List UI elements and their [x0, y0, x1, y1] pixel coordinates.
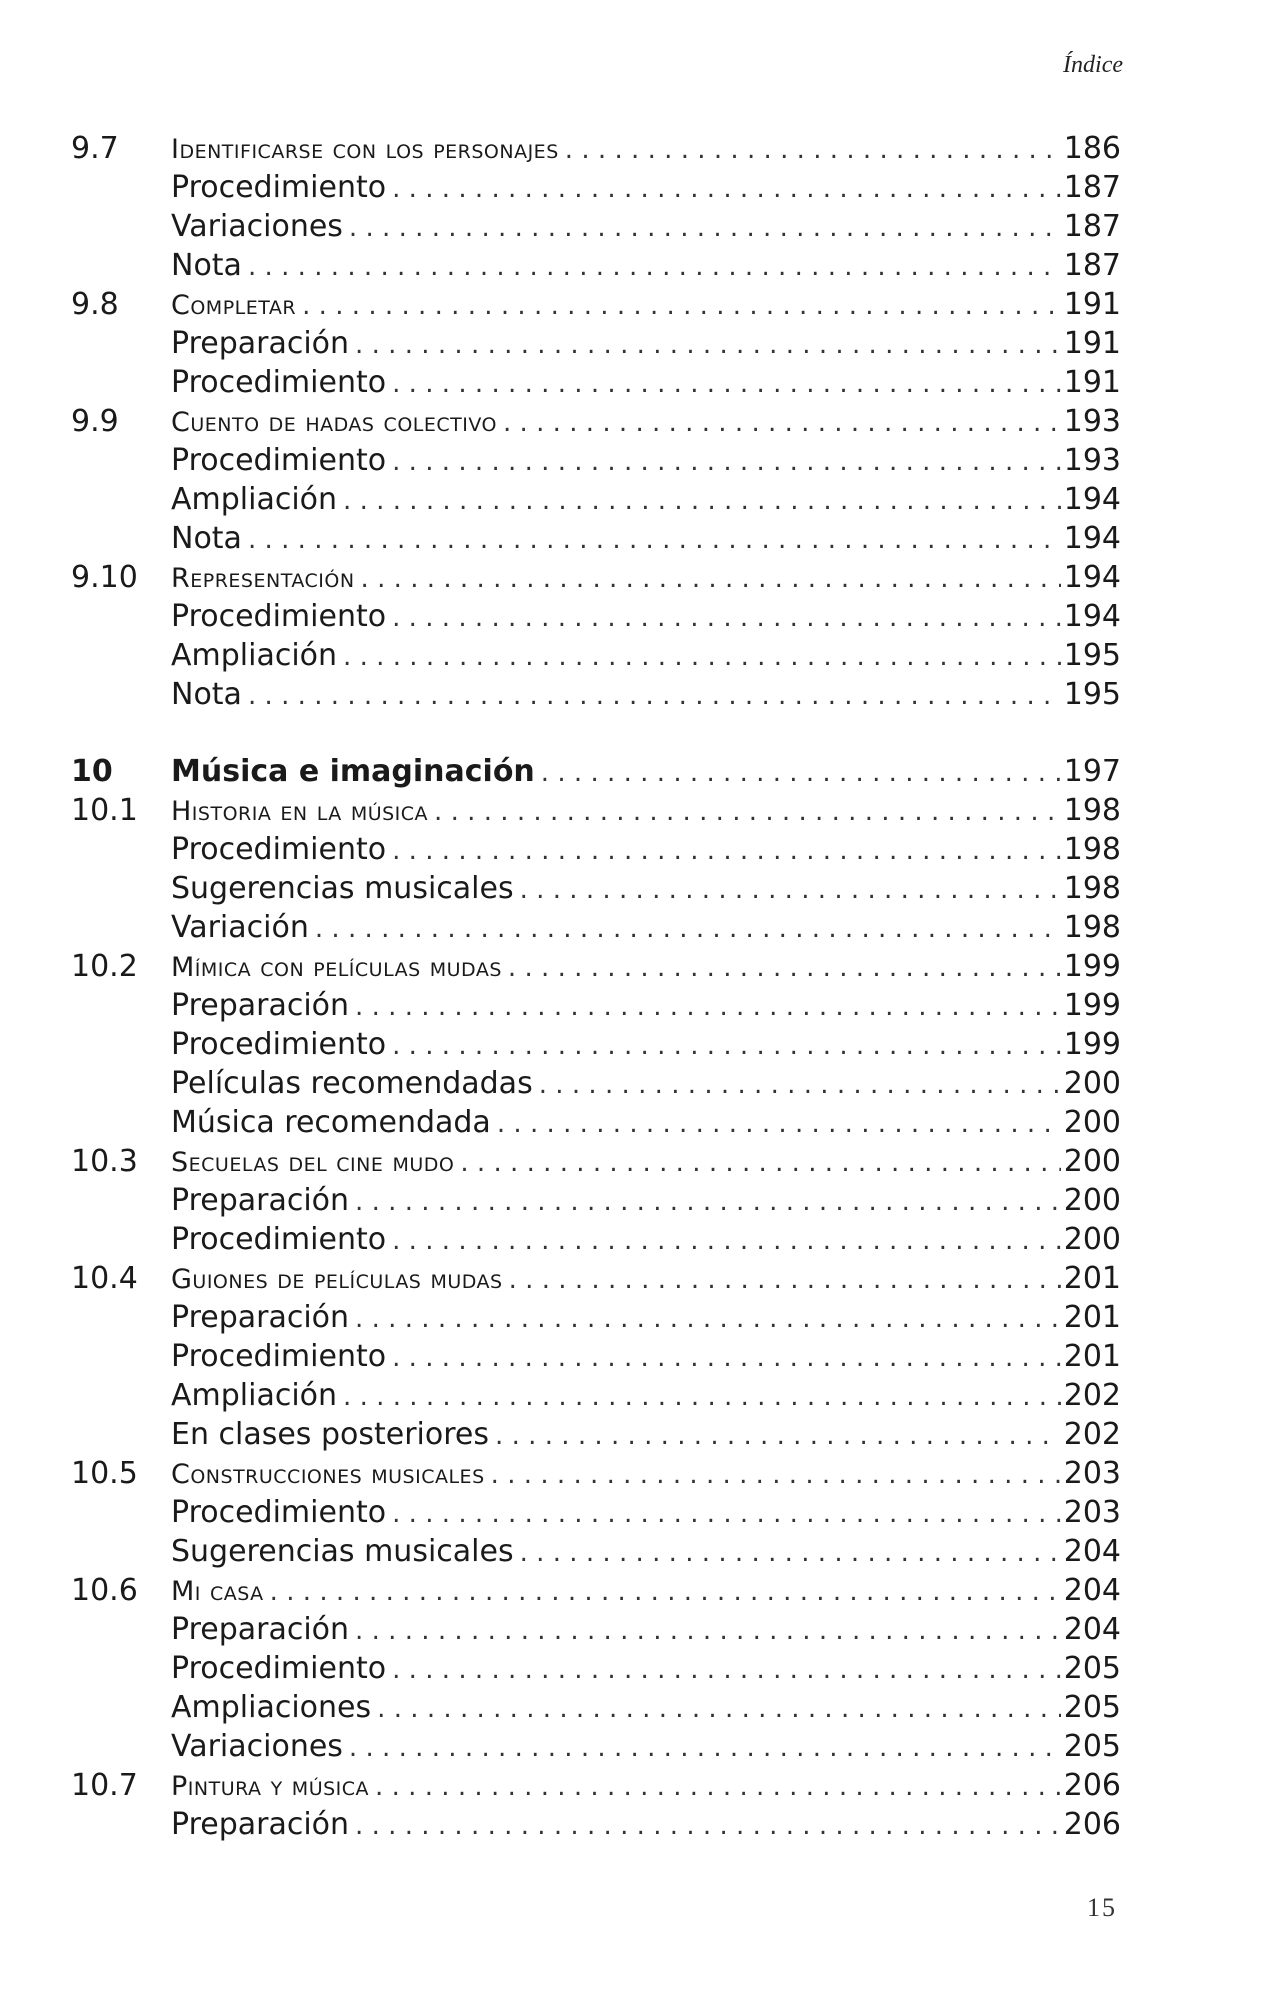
toc-subsection-entry	[71, 1298, 1121, 1337]
toc-subsection-entry	[71, 636, 1121, 675]
toc-subsection-entry	[71, 1415, 1121, 1454]
entry-number: 10.5	[71, 1456, 138, 1491]
entry-leader-line	[171, 402, 1121, 443]
entry-title: Procedimiento	[171, 1222, 387, 1257]
dot-leader	[248, 521, 1061, 560]
entry-number: 9.10	[71, 560, 138, 595]
entry-page-number: 201	[1063, 1261, 1121, 1296]
entry-page-number: 202	[1063, 1378, 1121, 1413]
dot-leader	[509, 1261, 1061, 1300]
entry-page-number: 187	[1063, 170, 1121, 205]
entry-page-number: 202	[1063, 1417, 1121, 1452]
entry-title: Nota	[171, 677, 242, 712]
dot-leader	[343, 1378, 1061, 1417]
entry-page-number: 200	[1063, 1144, 1121, 1179]
entry-leader-line	[171, 1181, 1121, 1222]
dot-leader	[503, 404, 1061, 443]
entry-number: 9.7	[71, 131, 119, 166]
toc-subsection-entry	[71, 597, 1121, 636]
dot-leader	[392, 1222, 1061, 1261]
entry-leader-line	[171, 246, 1121, 287]
entry-page-number: 194	[1063, 560, 1121, 595]
entry-title: Ampliación	[171, 1378, 338, 1413]
toc-subsection-entry	[71, 324, 1121, 363]
entry-leader-line	[171, 1376, 1121, 1417]
dot-leader	[343, 482, 1061, 521]
dot-leader	[392, 1339, 1061, 1378]
entry-leader-line	[171, 597, 1121, 638]
entry-number: 9.9	[71, 404, 119, 439]
dot-leader	[392, 365, 1061, 404]
entry-title: Preparación	[171, 1300, 350, 1335]
entry-title: Preparación	[171, 326, 350, 361]
entry-leader-line	[171, 324, 1121, 365]
toc-subsection-entry	[71, 1688, 1121, 1727]
toc-section-entry	[71, 1454, 1121, 1493]
entry-title: Historia en la música	[171, 796, 429, 827]
dot-leader	[343, 638, 1061, 677]
dot-leader	[392, 1027, 1061, 1066]
entry-title: Sugerencias musicales	[171, 1534, 514, 1569]
dot-leader	[565, 131, 1061, 170]
dot-leader	[349, 1729, 1061, 1768]
entry-title: Procedimiento	[171, 1495, 387, 1530]
entry-leader-line	[171, 947, 1121, 988]
entry-title: Procedimiento	[171, 832, 387, 867]
entry-title: Representación	[171, 563, 355, 594]
entry-page-number: 198	[1063, 793, 1121, 828]
entry-leader-line	[171, 1415, 1121, 1456]
entry-page-number: 204	[1063, 1612, 1121, 1647]
toc-section-entry	[71, 402, 1121, 441]
dot-leader	[539, 1066, 1061, 1105]
entry-leader-line	[171, 285, 1121, 326]
dot-leader	[355, 1183, 1061, 1222]
toc-subsection-entry	[71, 207, 1121, 246]
dot-leader	[355, 326, 1061, 365]
entry-page-number: 200	[1063, 1066, 1121, 1101]
toc-subsection-entry	[71, 1727, 1121, 1766]
entry-leader-line	[171, 1571, 1121, 1612]
entry-page-number: 204	[1063, 1534, 1121, 1569]
entry-leader-line	[171, 1727, 1121, 1768]
dot-leader	[392, 832, 1061, 871]
entry-leader-line	[171, 480, 1121, 521]
page-number: 15	[1087, 1893, 1117, 1922]
dot-leader	[355, 1300, 1061, 1339]
entry-page-number: 198	[1063, 871, 1121, 906]
dot-leader	[392, 170, 1061, 209]
entry-leader-line	[171, 168, 1121, 209]
entry-number: 10.6	[71, 1573, 138, 1608]
entry-page-number: 187	[1063, 209, 1121, 244]
toc-section-entry	[71, 129, 1121, 168]
toc-section-entry	[71, 947, 1121, 986]
dot-leader	[302, 287, 1061, 326]
dot-leader	[491, 1456, 1061, 1495]
entry-leader-line	[171, 1688, 1121, 1729]
toc-subsection-entry	[71, 1337, 1121, 1376]
entry-number: 10	[71, 754, 113, 789]
entry-title: Procedimiento	[171, 1651, 387, 1686]
entry-page-number: 206	[1063, 1807, 1121, 1842]
entry-leader-line	[171, 1025, 1121, 1066]
dot-leader	[392, 1651, 1061, 1690]
entry-leader-line	[171, 791, 1121, 832]
entry-page-number: 201	[1063, 1300, 1121, 1335]
entry-title: Identificarse con los personajes	[171, 134, 559, 165]
entry-page-number: 187	[1063, 248, 1121, 283]
entry-number: 10.3	[71, 1144, 138, 1179]
entry-page-number: 193	[1063, 404, 1121, 439]
toc-subsection-entry	[71, 1493, 1121, 1532]
entry-page-number: 191	[1063, 365, 1121, 400]
entry-leader-line	[171, 752, 1121, 793]
entry-number: 10.4	[71, 1261, 138, 1296]
entry-page-number: 199	[1063, 949, 1121, 984]
entry-title: Ampliación	[171, 482, 338, 517]
entry-title: Películas recomendadas	[171, 1066, 533, 1101]
entry-page-number: 194	[1063, 599, 1121, 634]
toc-subsection-entry	[71, 1103, 1121, 1142]
entry-leader-line	[171, 1064, 1121, 1105]
entry-leader-line	[171, 830, 1121, 871]
entry-page-number: 205	[1063, 1690, 1121, 1725]
toc-subsection-entry	[71, 1610, 1121, 1649]
entry-page-number: 198	[1063, 910, 1121, 945]
entry-leader-line	[171, 1259, 1121, 1300]
entry-page-number: 193	[1063, 443, 1121, 478]
entry-title: Sugerencias musicales	[171, 871, 514, 906]
toc-section-entry	[71, 1766, 1121, 1805]
entry-leader-line	[171, 441, 1121, 482]
dot-leader	[248, 248, 1061, 287]
toc-subsection-entry	[71, 519, 1121, 558]
entry-title: Procedimiento	[171, 1027, 387, 1062]
dot-leader	[541, 754, 1061, 793]
entry-title: Procedimiento	[171, 1339, 387, 1374]
entry-page-number: 194	[1063, 482, 1121, 517]
dot-leader	[355, 1807, 1061, 1846]
toc-subsection-entry	[71, 1376, 1121, 1415]
entry-title: Variaciones	[171, 209, 343, 244]
entry-page-number: 201	[1063, 1339, 1121, 1374]
dot-leader	[355, 1612, 1061, 1651]
dot-leader	[520, 871, 1061, 910]
dot-leader	[434, 793, 1061, 832]
entry-title: Procedimiento	[171, 365, 387, 400]
entry-title: Procedimiento	[171, 170, 387, 205]
toc-subsection-entry	[71, 363, 1121, 402]
entry-page-number: 204	[1063, 1573, 1121, 1608]
entry-page-number: 191	[1063, 326, 1121, 361]
entry-page-number: 203	[1063, 1495, 1121, 1530]
toc-subsection-entry	[71, 1064, 1121, 1103]
toc-subsection-entry	[71, 1649, 1121, 1688]
entry-title: Música recomendada	[171, 1105, 491, 1140]
dot-leader	[392, 1495, 1061, 1534]
entry-page-number: 191	[1063, 287, 1121, 322]
entry-title: Pintura y música	[171, 1771, 370, 1802]
entry-title: Mímica con películas mudas	[171, 952, 502, 983]
entry-page-number: 206	[1063, 1768, 1121, 1803]
entry-leader-line	[171, 519, 1121, 560]
entry-page-number: 198	[1063, 832, 1121, 867]
running-header: Índice	[1063, 52, 1123, 78]
entry-title: Mi casa	[171, 1576, 264, 1607]
entry-title: Cuento de hadas colectivo	[171, 407, 497, 438]
entry-title: Ampliación	[171, 638, 338, 673]
dot-leader	[349, 209, 1061, 248]
entry-number: 9.8	[71, 287, 119, 322]
entry-leader-line	[171, 636, 1121, 677]
entry-page-number: 200	[1063, 1105, 1121, 1140]
entry-title: Preparación	[171, 1807, 350, 1842]
entry-leader-line	[171, 363, 1121, 404]
toc-section-entry	[71, 1259, 1121, 1298]
entry-leader-line	[171, 1610, 1121, 1651]
toc-subsection-entry	[71, 830, 1121, 869]
dot-leader	[375, 1768, 1061, 1807]
entry-leader-line	[171, 1337, 1121, 1378]
toc-section-entry	[71, 1571, 1121, 1610]
entry-leader-line	[171, 129, 1121, 170]
dot-leader	[460, 1144, 1061, 1183]
entry-leader-line	[171, 207, 1121, 248]
entry-page-number: 199	[1063, 1027, 1121, 1062]
entry-leader-line	[171, 675, 1121, 716]
entry-title: Nota	[171, 248, 242, 283]
toc-subsection-entry	[71, 168, 1121, 207]
dot-leader	[315, 910, 1061, 949]
entry-page-number: 205	[1063, 1729, 1121, 1764]
entry-leader-line	[171, 869, 1121, 910]
toc-subsection-entry	[71, 441, 1121, 480]
entry-title: Preparación	[171, 988, 350, 1023]
entry-page-number: 200	[1063, 1222, 1121, 1257]
dot-leader	[355, 988, 1061, 1027]
toc-subsection-entry	[71, 1181, 1121, 1220]
entry-leader-line	[171, 1103, 1121, 1144]
entry-page-number: 194	[1063, 521, 1121, 556]
entry-title: Completar	[171, 290, 297, 321]
table-of-contents	[71, 129, 1121, 1844]
entry-page-number: 200	[1063, 1183, 1121, 1218]
entry-title: Procedimiento	[171, 599, 387, 634]
entry-number: 10.2	[71, 949, 138, 984]
entry-number: 10.7	[71, 1768, 138, 1803]
dot-leader	[497, 1105, 1061, 1144]
entry-leader-line	[171, 1805, 1121, 1846]
entry-leader-line	[171, 1649, 1121, 1690]
entry-title: En clases posteriores	[171, 1417, 490, 1452]
entry-page-number: 197	[1063, 754, 1121, 789]
entry-page-number: 199	[1063, 988, 1121, 1023]
entry-page-number: 205	[1063, 1651, 1121, 1686]
entry-leader-line	[171, 1220, 1121, 1261]
toc-subsection-entry	[71, 675, 1121, 714]
dot-leader	[392, 599, 1061, 638]
dot-leader	[392, 443, 1061, 482]
toc-subsection-entry	[71, 986, 1121, 1025]
entry-title: Ampliaciones	[171, 1690, 372, 1725]
dot-leader	[520, 1534, 1061, 1573]
entry-title: Nota	[171, 521, 242, 556]
dot-leader	[270, 1573, 1061, 1612]
toc-subsection-entry	[71, 1220, 1121, 1259]
entry-leader-line	[171, 986, 1121, 1027]
entry-title: Música e imaginación	[171, 754, 535, 789]
entry-title: Secuelas del cine mudo	[171, 1147, 455, 1178]
entry-title: Guiones de películas mudas	[171, 1264, 503, 1295]
toc-subsection-entry	[71, 1025, 1121, 1064]
toc-subsection-entry	[71, 246, 1121, 285]
entry-page-number: 186	[1063, 131, 1121, 166]
toc-section-entry	[71, 791, 1121, 830]
toc-subsection-entry	[71, 908, 1121, 947]
toc-subsection-entry	[71, 869, 1121, 908]
entry-leader-line	[171, 908, 1121, 949]
toc-subsection-entry	[71, 1532, 1121, 1571]
entry-title: Procedimiento	[171, 443, 387, 478]
entry-leader-line	[171, 558, 1121, 599]
entry-title: Variaciones	[171, 1729, 343, 1764]
entry-page-number: 195	[1063, 638, 1121, 673]
dot-leader	[377, 1690, 1061, 1729]
toc-chapter-entry	[71, 752, 1121, 791]
entry-title: Preparación	[171, 1183, 350, 1218]
entry-page-number: 195	[1063, 677, 1121, 712]
toc-subsection-entry	[71, 480, 1121, 519]
entry-leader-line	[171, 1493, 1121, 1534]
dot-leader	[361, 560, 1061, 599]
toc-section-entry	[71, 1142, 1121, 1181]
entry-title: Variación	[171, 910, 309, 945]
dot-leader	[248, 677, 1061, 716]
entry-page-number: 203	[1063, 1456, 1121, 1491]
entry-leader-line	[171, 1298, 1121, 1339]
entry-title: Preparación	[171, 1612, 350, 1647]
toc-section-entry	[71, 285, 1121, 324]
entry-leader-line	[171, 1454, 1121, 1495]
toc-subsection-entry	[71, 1805, 1121, 1844]
entry-leader-line	[171, 1142, 1121, 1183]
dot-leader	[508, 949, 1061, 988]
entry-leader-line	[171, 1766, 1121, 1807]
entry-leader-line	[171, 1532, 1121, 1573]
dot-leader	[495, 1417, 1061, 1456]
toc-section-entry	[71, 558, 1121, 597]
entry-number: 10.1	[71, 793, 138, 828]
entry-title: Construcciones musicales	[171, 1459, 485, 1490]
